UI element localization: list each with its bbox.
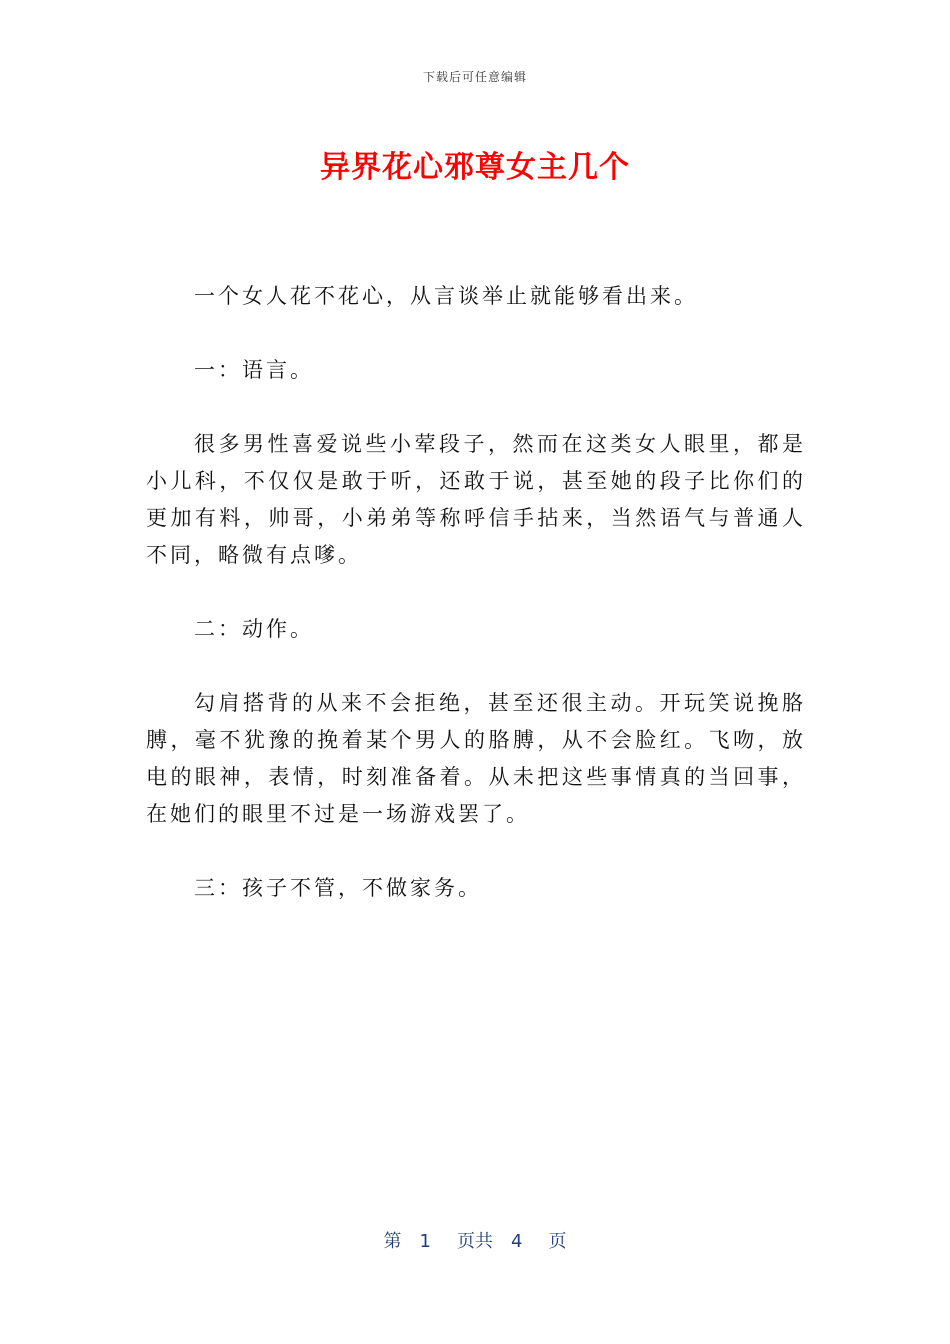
paragraph: 很多男性喜爱说些小荤段子，然而在这类女人眼里，都是小儿科，不仅仅是敢于听，还敢于说，甚至她的段子比你们的更加有料，帅哥，小弟弟等称呼信手拈来，当然语气与普通人不同，略微有点嗲。: [146, 432, 806, 567]
paragraph: 勾肩搭背的从来不会拒绝，甚至还很主动。开玩笑说挽胳膊，毫不犹豫的挽着某个男人的胳膊，从不会脸红。飞吻，放电的眼神，表情，时刻准备着。从未把这些事情真的当回事，在她们的眼里不过是一场游戏罢了。: [146, 691, 806, 826]
document-body: [146, 278, 806, 944]
page-mid: 页共: [457, 1231, 493, 1252]
section-heading-housework: 三：孩子不管，不做家务。: [194, 876, 482, 900]
page-total: 4: [511, 1231, 523, 1252]
header-note: 下载后可任意编辑: [422, 70, 527, 84]
page-current: 1: [419, 1231, 431, 1252]
section-heading-action: 二：动作。: [194, 617, 314, 641]
document-title: 异界花心邪尊女主几个: [320, 150, 630, 185]
section-heading-language: 一：语言。: [194, 358, 314, 382]
paragraph: 一个女人花不花心，从言谈举止就能够看出来。: [194, 284, 698, 308]
page-footer: [0, 1227, 950, 1253]
page-prefix: 第: [383, 1231, 402, 1252]
page-suffix: 页: [548, 1231, 567, 1252]
